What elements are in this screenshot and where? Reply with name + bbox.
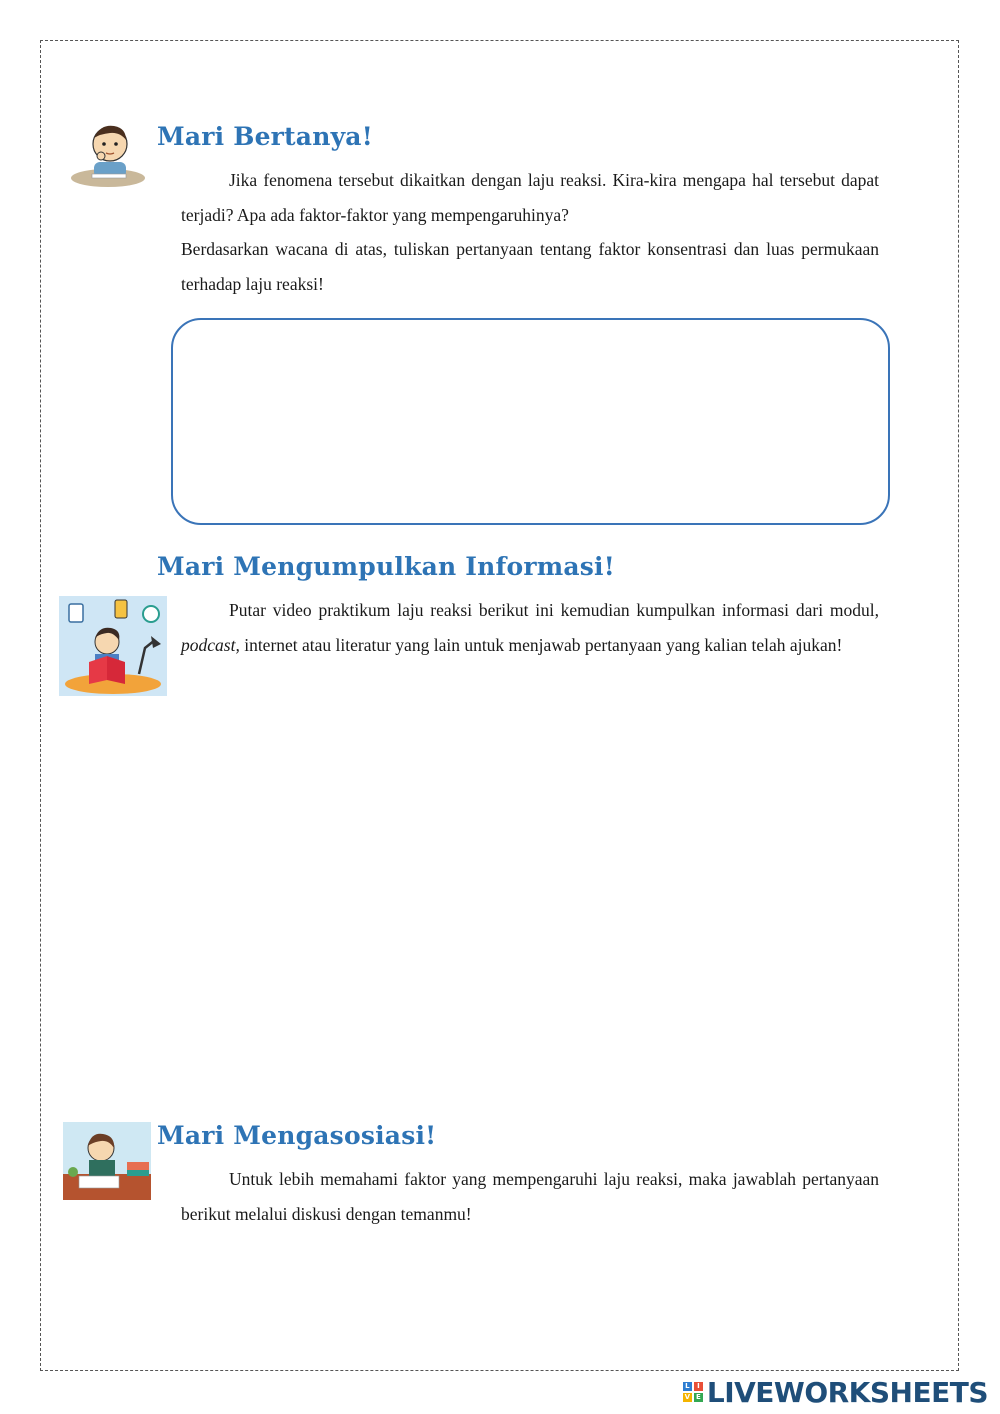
logo-cube-v: V [684, 1393, 691, 1401]
mengasosiasi-text: Untuk lebih memahami faktor yang mempengaruhi laju reaksi, maka jawablah pertanyaan berikut melalui diskusi dengan temanmu! [181, 1169, 879, 1224]
bertanya-paragraph-1 [181, 163, 879, 232]
writing-boy-illustration [63, 1122, 151, 1200]
logo-cube-l: L [683, 1382, 692, 1391]
mengumpulkan-text-b: internet atau literatur yang lain untuk menjawab pertanyaan yang kalian telah ajukan! [239, 634, 843, 655]
logo-cube-i: I [694, 1382, 703, 1391]
bertanya-text-1: Jika fenomena tersebut dikaitkan dengan laju reaksi. Kira-kira mengapa hal tersebut dapat terjadi? Apa ada faktor-faktor yang mempengaruhinya? [181, 170, 879, 225]
mengasosiasi-paragraph [181, 1162, 879, 1231]
logo-text: LIVEWORKSHEETS [706, 1375, 988, 1409]
mengumpulkan-text-a: Putar video praktikum laju reaksi berikut ini kemudian kumpulkan informasi dari modul, [229, 600, 879, 620]
thinking-boy-illustration [70, 118, 150, 192]
section-title-mengumpulkan: Mari Mengumpulkan Informasi! [157, 552, 615, 581]
bertanya-paragraph-2: Berdasarkan wacana di atas, tuliskan pertanyaan tentang faktor konsentrasi dan luas permukaan terhadap laju reaksi! [181, 239, 879, 294]
podcast-emphasis: podcast, [181, 634, 240, 655]
question-answer-box[interactable] [171, 318, 890, 525]
mengumpulkan-paragraph [181, 593, 879, 662]
liveworksheets-logo[interactable] [683, 1376, 988, 1408]
logo-cubes-icon [683, 1382, 703, 1402]
studying-student-illustration [59, 596, 167, 696]
section-title-mengasosiasi: Mari Mengasosiasi! [157, 1121, 437, 1150]
section-title-bertanya: Mari Bertanya! [157, 122, 373, 151]
logo-cube-e: E [694, 1393, 703, 1402]
